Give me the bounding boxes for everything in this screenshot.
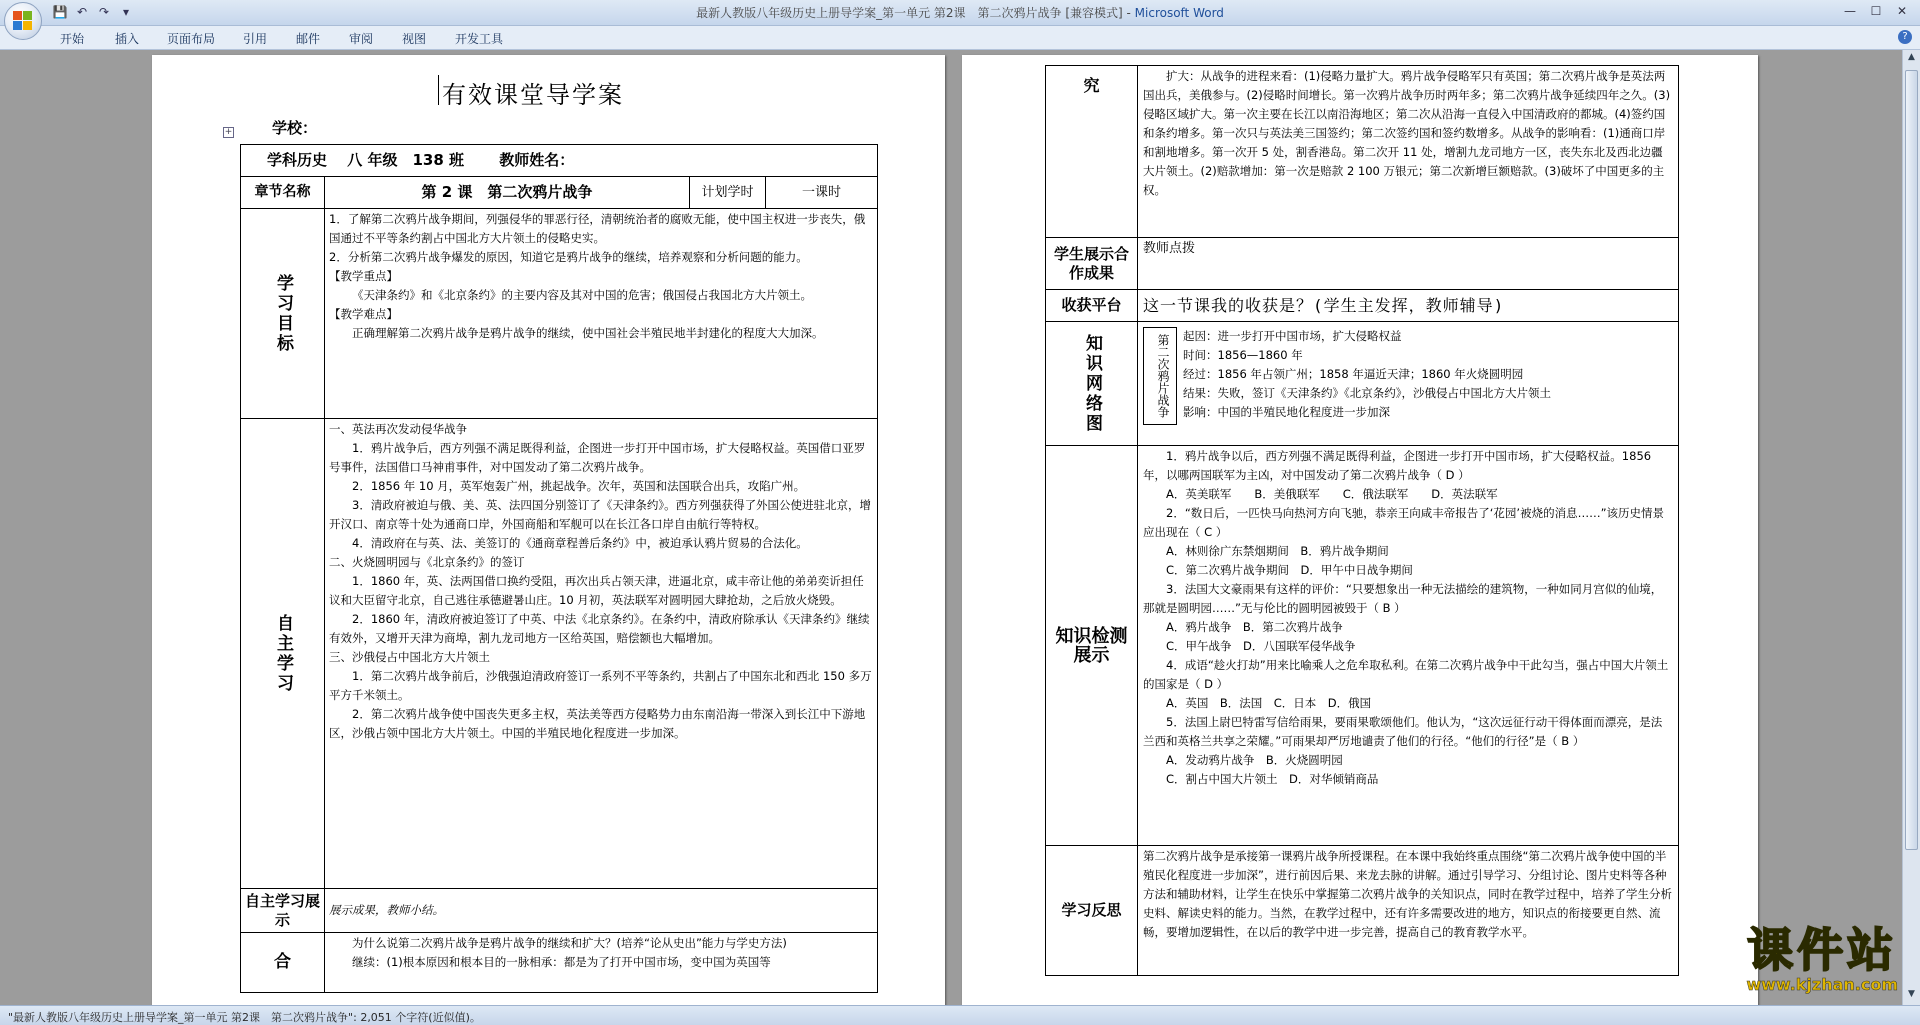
goal-line: 【教学重点】 [329,269,398,283]
network-label: 知识网络图 [1046,322,1138,446]
quiz-line: A．林则徐广东禁烟期间 B．鸦片战争期间 [1166,544,1389,558]
quiz-line: 1．鸦片战争以后，西方列强不满足既得利益，企图进一步打开中国市场，扩大侵略权益。1856 年，以哪两国联军为主凶，对中国发动了第二次鸦片战争（ D ） [1143,449,1652,482]
text-cursor [438,75,439,105]
self-study-line: 2．第二次鸦片战争使中国丧失更多主权，英法美等西方侵略势力由东南沿海一带深入到长江中下游地区，沙俄占领中国北方大片领土。中国的半殖民地化程度进一步加深。 [329,707,866,740]
network-item: 时间：1856—1860 年 [1183,348,1303,362]
network-item: 起因：进一步打开中国市场，扩大侵略权益 [1183,329,1402,343]
self-study-line: 2．1856 年 10 月，英军炮轰广州，挑起战争。次年，英国和法国联合出兵，攻陷广州。 [352,479,806,493]
page-right [962,55,1758,1005]
page-left [152,55,945,1005]
self-study-line: 4．清政府在与英、法、美签订的《通商章程善后条约》中，被迫承认鸦片贸易的合法化。 [352,536,808,550]
customize-qat-icon[interactable]: ▾ [122,5,130,19]
undo-icon[interactable]: ↶ [76,5,88,19]
self-study-line: 一、英法再次发动侵华战争 [329,422,467,436]
right-table [1045,65,1679,976]
harvest-text: 这一节课我的收获是？(学生主发挥，教师辅导) [1138,290,1679,322]
school-label: 学校： [272,119,318,137]
chapter-label: 章节名称 [241,177,325,209]
tab-review[interactable]: 审阅 [349,32,374,46]
tab-developer[interactable]: 开发工具 [455,32,504,46]
network-item: 经过：1856 年占领广州；1858 年逼近天津；1860 年火烧圆明园 [1183,367,1524,381]
scroll-up-icon[interactable]: ▲ [1908,52,1915,62]
status-bar [0,1005,1920,1025]
plan-hours-label: 计划学时 [690,177,766,209]
quiz-line: A．鸦片战争 B．第二次鸦片战争 [1166,620,1343,634]
plan-hours-value: 一课时 [766,177,878,209]
quiz-line: C．割占中国大片领土 D．对华倾销商品 [1166,772,1379,786]
vertical-scrollbar[interactable] [1902,50,1920,1005]
quiz-line: 3．法国大文豪雨果有这样的评价：“只要想象出一种无法描绘的建筑物，一种如同月宫似的仙境，那就是圆明园……”无与伦比的圆明园被毁于（ B ） [1143,582,1663,615]
watermark-line1: 课件站 [1747,923,1898,977]
he-line: 为什么说第二次鸦片战争是鸦片战争的继续和扩大？(培养“论从史出”能力与学史方法) [352,936,787,950]
jiu-text: 扩大：从战争的进程来看：(1)侵略力量扩大。鸦片战争侵略军只有英国；第二次鸦片战争是英法两国出兵，美俄参与。(2)侵略时间增长。第一次鸦片战争历时两年多；第二次鸦片战争延续四年之久。(3)侵略区域扩大。第一次主要在长江以南沿海地区；第二次从沿海一直侵入中国清政府的都城。(4)签约国和条约增多。第一次只与英法美三国签约；第二次签约国和签约数增多。从战争的影响看：(1)通商口岸和割地增多。第一次开 5 处，割香港岛。第二次开 11 处，增割九龙司地方一区，丧失东北及西北边疆大片领土。(2)赔款增加：第一次是赔款 2 100 万银元；第二次新增巨额赔款。(3)破坏了中国更多的主权。 [1138,66,1679,238]
tab-home[interactable]: 开始 [60,32,85,46]
self-study-line: 1．鸦片战争后，西方列强不满足既得利益，企图进一步打开中国市场，扩大侵略权益。英国借口亚罗号事件，法国借口马神甫事件，对中国发动了第二次鸦片战争。 [329,441,866,474]
document-area[interactable] [0,50,1902,1005]
title-bar [0,0,1920,26]
he-line: 继续：(1)根本原因和根本目的一脉相承：都是为了打开中国市场，变中国为英国等 [352,955,771,969]
network-item: 结果：失败，签订《天津条约》《北京条约》，沙俄侵占中国北方大片领土 [1183,386,1551,400]
office-logo-icon [13,11,33,31]
quiz-line: 4．成语“趁火打劫”用来比喻乘人之危牟取私利。在第二次鸦片战争中干此勾当，强占中国大片领土的国家是（ D ） [1143,658,1669,691]
watermark-line2: www.kjzhan.com [1746,975,1898,994]
goals-label: 学习目标 [241,209,325,419]
self-study-line: 3．清政府被迫与俄、美、英、法四国分别签订了《天津条约》。西方列强获得了外国公使进驻北京，增开汉口、南京等十处为通商口岸，外国商船和军舰可以在长江各口岸自由航行等特权。 [329,498,872,531]
reflect-label: 学习反思 [1046,846,1138,976]
minimize-icon[interactable]: — [1844,4,1856,18]
self-study-line: 三、沙俄侵占中国北方大片领土 [329,650,490,664]
app-name: Microsoft Word [1134,6,1224,20]
he-cell [325,933,878,993]
quiz-cell [1138,446,1679,846]
jiu-label: 究 [1046,66,1138,238]
status-text: "最新人教版八年级历史上册导学案_第一单元 第2课 第二次鸦片战争": 2,051 个字符(近似值)。 [8,1011,481,1024]
self-show-label: 自主学习展示 [241,889,325,933]
tab-page-layout[interactable]: 页面布局 [167,32,216,46]
window-controls [1838,2,1914,20]
self-show-text: 展示成果，教师小结。 [325,889,878,933]
he-label: 合 [241,933,325,993]
quiz-label: 知识检测展示 [1046,446,1138,846]
watermark-logo [1746,925,1898,994]
self-study-label: 自主学习 [241,419,325,889]
students-label: 学生展示合作成果 [1046,238,1138,290]
harvest-label: 收获平台 [1046,290,1138,322]
maximize-icon[interactable]: ☐ [1870,4,1882,18]
tab-insert[interactable]: 插入 [115,32,140,46]
window-title [0,4,1920,21]
network-cell [1138,322,1679,446]
network-box: 第二次鸦片战争 [1143,327,1177,425]
self-study-line: 1．1860 年，英、法两国借口换约受阻，再次出兵占领天津，进逼北京，咸丰帝让他的弟弟奕䜣担任议和大臣留守北京，自己逃往承德避暑山庄。10 月初，英法联军对圆明园大肆抢劫，之后放火烧毁。 [329,574,864,607]
document-title: 最新人教版八年级历史上册导学案_第一单元 第2课 第二次鸦片战争 [兼容模式] - [696,6,1135,20]
reflect-text: 第二次鸦片战争是承接第一课鸦片战争所授课程。在本课中我始终重点围绕“第二次鸦片战争使中国的半殖民化程度进一步加深”，进行前因后果、来龙去脉的讲解。通过引导学习、分组讨论、图片史料等各种方法和辅助材料，让学生在快乐中掌握第二次鸦片战争的关知识点，同时在教学过程中，培养了学生分析史料、解读史料的能力。当然，在教学过程中，还有许多需要改进的地方，知识点的衔接要更自然、流畅，要增加逻辑性，在以后的教学中进一步完善，提高自己的教育教学水平。 [1138,846,1679,976]
help-icon[interactable]: ? [1898,30,1912,44]
goal-line: 1．了解第二次鸦片战争期间，列强侵华的罪恶行径，清朝统治者的腐败无能，使中国主权进一步丧失，俄国通过不平等条约割占中国北方大片领土的侵略史实。 [329,212,866,245]
quiz-line: A．英美联军 B．美俄联军 C．俄法联军 D．英法联军 [1166,487,1498,501]
close-icon[interactable]: ✕ [1896,4,1908,18]
quiz-line: C．甲午战争 D．八国联军侵华战争 [1166,639,1356,653]
subject-row-text: 学科历史 八 年级 138 班 教师姓名： [267,151,575,169]
students-text: 教师点拨 [1138,238,1679,290]
quiz-line: 5．法国上尉巴特雷写信给雨果，要雨果歌颂他们。他认为，“这次远征行动干得体面而漂亮，是法兰西和英格兰共享之荣耀。”可雨果却严厉地谴责了他们的行径。“他们的行径”是（ B ） [1143,715,1663,748]
save-icon[interactable]: 💾 [52,5,68,19]
lesson-table [240,144,878,993]
self-study-line: 1．第二次鸦片战争前后，沙俄强迫清政府签订一系列不平等条约，共割占了中国东北和西北 150 多万平方千米领土。 [329,669,872,702]
chapter-title: 第 2 课 第二次鸦片战争 [325,177,690,209]
network-item: 影响：中国的半殖民地化程度进一步加深 [1183,405,1390,419]
redo-icon[interactable]: ↷ [98,5,110,19]
tab-view[interactable]: 视图 [402,32,427,46]
doc-title: 有效课堂导学案 [442,81,624,109]
quiz-line: A．发动鸦片战争 B．火烧圆明园 [1166,753,1343,767]
scroll-down-icon[interactable]: ▼ [1908,989,1915,999]
ribbon-tabs [0,26,1920,50]
tab-references[interactable]: 引用 [243,32,268,46]
self-study-line: 二、火烧圆明园与《北京条约》的签订 [329,555,525,569]
table-move-handle-icon[interactable]: + [224,127,233,137]
goal-line: 2．分析第二次鸦片战争爆发的原因，知道它是鸦片战争的继续，培养观察和分析问题的能力。 [329,250,808,264]
office-button[interactable] [4,2,42,40]
scrollbar-thumb[interactable] [1905,70,1918,850]
goal-line: 《天津条约》和《北京条约》的主要内容及其对中国的危害；俄国侵占我国北方大片领土。 [352,288,812,302]
self-study-line: 2．1860 年，清政府被迫签订了中英、中法《北京条约》。在条约中，清政府除承认《天津条约》继续有效外，又增开天津为商埠，割九龙司地方一区给英国，赔偿额也大幅增加。 [329,612,870,645]
goals-cell [325,209,878,419]
goal-line: 【教学难点】 [329,307,398,321]
subject-row [241,145,878,177]
quiz-line: 2．“数日后，一匹快马向热河方向飞驰，恭亲王向咸丰帝报告了‘花园’被烧的消息……”该历史情景应出现在（ C ） [1143,506,1665,539]
self-study-cell [325,419,878,889]
goal-line: 正确理解第二次鸦片战争是鸦片战争的继续，使中国社会半殖民地半封建化的程度大大加深。 [352,326,824,340]
quiz-line: A．英国 B．法国 C．日本 D．俄国 [1166,696,1372,710]
tab-mailings[interactable]: 邮件 [296,32,321,46]
quiz-line: C．第二次鸦片战争期间 D．甲午中日战争期间 [1166,563,1413,577]
